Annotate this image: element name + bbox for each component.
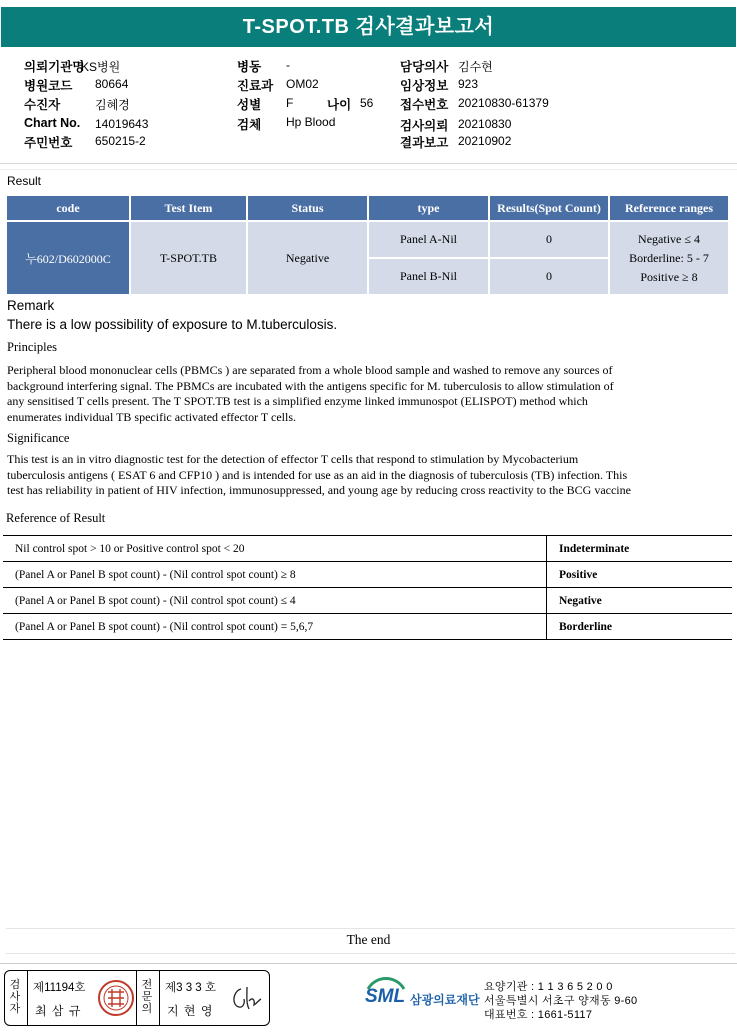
significance-line: test has reliability in patient of HIV infection, immunosuppressed, and young age by reducing cross reactivity to the BCG vaccine	[7, 483, 631, 497]
hospital-code-value: 80664	[95, 77, 129, 91]
signature-box	[4, 970, 270, 1026]
principles-line: background interfering signal. The PBMCs are incubated with the antigens specific for M. tuberculosis to allow stimulation of	[7, 378, 614, 393]
resident-no-value: 650215-2	[95, 134, 146, 148]
ward-value: -	[286, 58, 290, 72]
examiner-label: 검사자	[9, 979, 21, 1015]
type-cell-b: Panel B-Nil	[369, 259, 488, 294]
principles-text	[7, 363, 637, 425]
interpretation-cell: Positive	[547, 562, 733, 588]
table-row	[3, 562, 732, 588]
request-date-label: 검사의뢰	[400, 119, 449, 133]
report-date-label: 결과보고	[400, 136, 449, 150]
count-cell-a: 0	[490, 222, 608, 259]
criteria-cell: Nil control spot > 10 or Positive control spot < 20	[3, 536, 547, 562]
report-title-bar	[1, 7, 736, 47]
result-section-label: Result	[7, 174, 42, 188]
reference-table	[3, 535, 732, 640]
col-reference: Reference ranges	[610, 196, 728, 220]
examiner-license-no: 제11194호	[33, 982, 86, 994]
test-item-cell: T-SPOT.TB	[131, 222, 246, 294]
report-title: T-SPOT.TB 검사결과보고서	[242, 16, 495, 38]
interpretation-cell: Borderline	[547, 614, 733, 640]
age-label: 나이	[327, 98, 352, 112]
org-logo-text: SML	[365, 986, 406, 1007]
ref-range-positive: Positive ≥ 8	[640, 269, 698, 284]
end-text: The end	[346, 932, 391, 947]
header-divider	[0, 163, 737, 164]
department-value: OM02	[286, 77, 319, 91]
patient-name-value: 김혜경	[95, 98, 130, 112]
interpretation-cell: Negative	[547, 588, 733, 614]
hospital-name-label: 의뢰기관명	[24, 60, 85, 74]
signature-divider	[27, 971, 28, 1025]
header-divider-2	[0, 169, 737, 170]
criteria-cell: (Panel A or Panel B spot count) - (Nil control spot count) ≤ 4	[3, 588, 547, 614]
hospital-name-value: KS병원	[81, 60, 121, 74]
hospital-code-label: 병원코드	[24, 79, 73, 93]
end-divider-bottom	[6, 953, 735, 954]
remark-text: There is a low possibility of exposure to M.tuberculosis.	[7, 317, 338, 332]
col-type: type	[369, 196, 488, 220]
org-name: 삼광의료재단	[410, 993, 480, 1007]
patient-name-label: 수진자	[24, 98, 61, 112]
specimen-value: Hp Blood	[286, 115, 336, 129]
col-status: Status	[248, 196, 367, 220]
signature-divider	[159, 971, 160, 1025]
signature-icon	[227, 983, 263, 1013]
significance-label: Significance	[7, 431, 70, 445]
status-cell: Negative	[248, 222, 367, 294]
request-date-value: 20210830	[458, 117, 512, 131]
table-row	[3, 536, 732, 562]
footer-divider	[0, 963, 737, 964]
significance-line: This test is an in vitro diagnostic test for the detection of effector T cells that respond to stimulation by Mycobacterium	[7, 452, 579, 466]
resident-no-label: 주민번호	[24, 136, 73, 150]
report-date-value: 20210902	[458, 134, 512, 148]
receipt-no-label: 접수번호	[400, 98, 449, 112]
col-test-item: Test Item	[131, 196, 246, 220]
reviewer-label: 전문의	[141, 979, 153, 1015]
result-table-header	[7, 196, 728, 220]
clinical-info-value: 923	[458, 77, 479, 91]
table-row	[3, 614, 732, 640]
ward-label: 병동	[237, 60, 262, 74]
principles-line: Peripheral blood mononuclear cells (PBMCs ) are separated from a whole blood sample and washed to remove any sources of	[7, 363, 613, 377]
sex-value: F	[286, 96, 294, 110]
principles-line: enumerates individual TB specific activated effector T cells.	[7, 409, 297, 424]
ref-range-borderline: Borderline: 5 - 7	[629, 250, 709, 265]
reference-of-result-label: Reference of Result	[6, 511, 106, 525]
end-divider-top	[6, 928, 735, 929]
result-table	[5, 196, 730, 294]
count-cell-b: 0	[490, 259, 608, 294]
doctor-value: 김수현	[458, 60, 493, 74]
principles-line: any sensitised T cells present. The T SPOT.TB test is a simplified enzyme linked immunospot (ELISPOT) method which	[7, 394, 588, 408]
criteria-cell: (Panel A or Panel B spot count) - (Nil control spot count) ≥ 8	[3, 562, 547, 588]
specimen-label: 검체	[237, 118, 262, 132]
chart-no-label: Chart No.	[24, 116, 81, 130]
department-label: 진료과	[237, 79, 274, 93]
interpretation-cell: Indeterminate	[547, 536, 733, 562]
col-code: code	[7, 196, 129, 220]
doctor-label: 담당의사	[400, 60, 449, 74]
receipt-no-value: 20210830-61379	[458, 96, 549, 110]
ref-range-negative: Negative ≤ 4	[638, 231, 700, 246]
sex-label: 성별	[237, 98, 262, 112]
significance-line: tuberculosis antigens ( ESAT 6 and CFP10 ) and is intended for use as an aid in the diagnosis of tuberculosis (TB) infection. This	[7, 467, 628, 482]
remark-label: Remark	[7, 298, 55, 313]
reviewer-license-no: 제3 3 3 호	[165, 982, 216, 994]
code-cell: 누602/D602000C	[7, 222, 129, 294]
reviewer-name: 지 현 영	[167, 1004, 214, 1018]
org-code: 요양기관 : 1 1 3 6 5 2 0 0	[484, 981, 613, 993]
org-address: 서울특별시 서초구 양재동 9-60	[484, 995, 638, 1007]
table-row	[3, 588, 732, 614]
criteria-cell: (Panel A or Panel B spot count) - (Nil control spot count) = 5,6,7	[3, 614, 547, 640]
col-results: Results(Spot Count)	[490, 196, 608, 220]
age-value: 56	[360, 96, 374, 110]
principles-label: Principles	[7, 340, 57, 354]
significance-text	[7, 452, 637, 499]
type-cell-a: Panel A-Nil	[369, 222, 488, 259]
chart-no-value: 14019643	[95, 117, 149, 131]
seal-stamp-icon	[97, 979, 135, 1017]
clinical-info-label: 임상정보	[400, 79, 449, 93]
table-row	[7, 222, 728, 259]
reference-ranges-cell	[610, 222, 728, 294]
org-phone: 대표번호 : 1661-5117	[484, 1009, 593, 1021]
examiner-name: 최 삼 규	[35, 1004, 82, 1018]
